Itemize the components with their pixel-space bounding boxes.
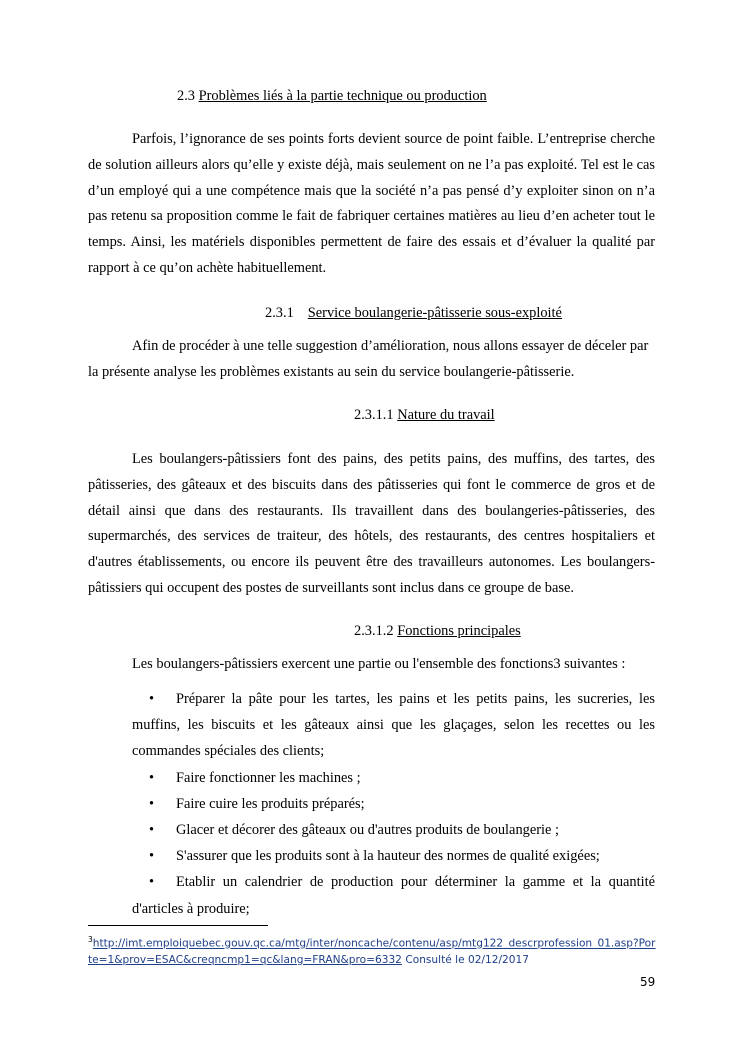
footnote <box>88 932 658 968</box>
section-title: Fonctions principales <box>397 623 521 639</box>
section-2-3-1-1-heading <box>354 407 495 424</box>
paragraph-text: Parfois, l’ignorance de ses points forts devient source de point faible. L’entreprise cherche de solution ailleurs alors qu’elle y existe déjà, mais seulement on ne l’a pas exploité. Tel est le cas d’un employé qui a une compétence mais que la société n’a pas pensé d’y exploiter sinon on n’a pas retenu sa proposition comme le fait de fabriquer certaines matières au lieu d’en acheter tout le temps. Ainsi, les matériels disponibles permettent de faire des essais et d’évaluer la qualité par rapport à ce qu’on achète habituellement. <box>88 131 655 276</box>
list-item: • Glacer et décorer des gâteaux ou d'autres produits de boulangerie ; <box>132 817 655 843</box>
bullet-icon: • <box>149 874 155 891</box>
paragraph-text: Les boulangers-pâtissiers font des pains, des petits pains, des muffins, des tartes, des pâtisseries, des gâteaux et des biscuits dans des pâtisseries qui font le commerce de gros et de détail ainsi que dans des restaurants. Ils travaillent dans des boulangeries-pâtisseries, des supermarchés, des services de traiteur, des hôtels, des restaurants, des centres hospitaliers et d'autres établissements, ou encore ils peuvent être des travailleurs autonomes. Les boulangers-pâtissiers qui occupent des postes de surveillants sont inclus dans ce groupe de base. <box>88 451 655 596</box>
functions-list <box>132 686 655 922</box>
section-title: Service boulangerie-pâtisserie sous-exploité <box>307 305 562 321</box>
list-item: • Préparer la pâte pour les tartes, les pains et les petits pains, les sucreries, les muffins, les biscuits et les gâteaux ainsi que les glaçages, selon les recettes ou les commandes spéciales des clients; <box>132 686 655 765</box>
functions-intro: Les boulangers-pâtissiers exercent une partie ou l'ensemble des fonctions3 suivantes : <box>132 656 626 672</box>
list-item: • Faire cuire les produits préparés; <box>132 791 655 817</box>
bullet-icon: • <box>149 769 155 786</box>
bullet-icon: • <box>149 848 155 865</box>
section-2-3-heading <box>177 88 487 105</box>
footnote-consulted: Consulté le 02/12/2017 <box>405 953 530 966</box>
page-number: 59 <box>640 975 656 989</box>
bullet-icon: • <box>149 691 155 707</box>
section-title: Problèmes liés à la partie technique ou production <box>198 88 487 104</box>
paragraph-text: Afin de procéder à une telle suggestion d’amélioration, nous allons essayer de déceler par la présente analyse les problèmes existants au sein du service boulangerie-pâtisserie. <box>88 338 649 380</box>
section-number: 2.3.1.2 <box>354 623 394 639</box>
section-number: 2.3.1.1 <box>354 407 394 423</box>
bullet-icon: • <box>149 822 155 839</box>
section-2-3-1-paragraph <box>88 334 655 386</box>
bullet-icon: • <box>149 795 155 812</box>
section-2-3-1-2-heading <box>354 623 521 640</box>
footnote-separator <box>88 925 268 926</box>
section-2-3-1-heading <box>265 305 562 322</box>
section-title: Nature du travail <box>397 407 495 423</box>
list-item: • Etablir un calendrier de production pour déterminer la gamme et la quantité d'articles à produire; <box>132 869 655 921</box>
section-2-3-1-1-paragraph <box>88 447 655 602</box>
section-number: 2.3 <box>177 88 195 104</box>
section-2-3-paragraph <box>88 127 655 282</box>
section-number: 2.3.1 <box>265 305 294 321</box>
footnote-link[interactable]: http://imt.emploiquebec.gouv.qc.ca/mtg/inter/noncache/contenu/asp/mtg122_descrprofession_01.asp?Porte=1&prov=ESAC&creqncmp1=qc&lang=FRAN&pro=6332 <box>88 937 656 966</box>
list-item: • S'assurer que les produits sont à la hauteur des normes de qualité exigées; <box>132 843 655 869</box>
footnote-marker: 3 <box>88 935 93 944</box>
list-item: • Faire fonctionner les machines ; <box>132 765 655 791</box>
